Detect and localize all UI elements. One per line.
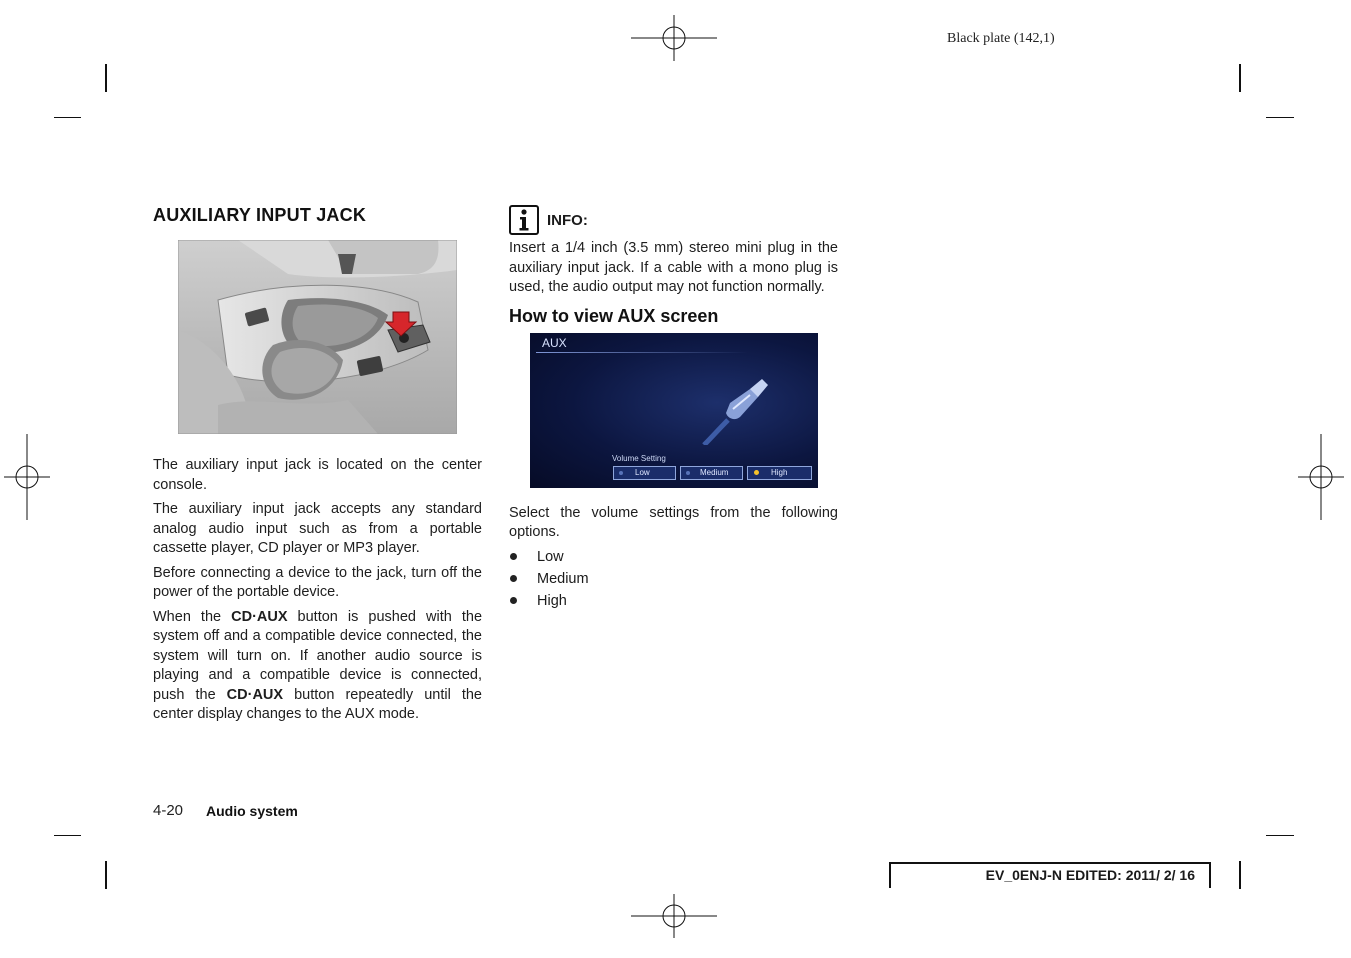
plate-label: Black plate (142,1) [947, 31, 1055, 46]
info-header [509, 203, 838, 237]
volume-low-label: Low [635, 468, 650, 477]
paragraph-4-post: button repeatedly until the center display changes to the AUX mode. [153, 686, 482, 722]
volume-setting-label: Volume Setting [612, 453, 666, 463]
option-medium: Medium [537, 570, 589, 587]
paragraph-4-pre: When the [153, 608, 232, 625]
list-item [509, 568, 838, 590]
crop-mark [105, 861, 107, 889]
crop-mark [54, 835, 81, 836]
right-column [509, 203, 838, 612]
cd-aux-button-name: CD·AUX [231, 608, 288, 625]
section-heading: AUXILIARY INPUT JACK [153, 205, 367, 225]
bullet-icon [510, 575, 517, 582]
info-text: Insert a 1/4 inch (3.5 mm) stereo mini plug in the auxiliary input jack. If a cable with a mono plug is used, the audio output may not function normally. [509, 240, 838, 295]
center-console-illustration [178, 240, 457, 434]
list-item [509, 546, 838, 568]
aux-title-underline [536, 352, 748, 353]
indicator-off-icon [619, 471, 623, 475]
indicator-off-icon [686, 471, 690, 475]
info-icon [509, 205, 539, 235]
bullet-icon [510, 553, 517, 560]
volume-low-button[interactable] [613, 466, 676, 480]
crop-mark [1239, 64, 1241, 92]
paragraph-3: Before connecting a device to the jack, turn off the power of the portable device. [153, 564, 482, 600]
bullet-icon [510, 597, 517, 604]
crop-mark [1239, 861, 1241, 889]
registration-mark-bottom [631, 872, 717, 958]
volume-medium-button[interactable] [680, 466, 743, 480]
info-label: INFO: [547, 211, 588, 229]
edit-info: EV_0ENJ-N EDITED: 2011/ 2/ 16 [889, 862, 1211, 888]
indicator-on-icon [754, 470, 759, 475]
page-number: 4-20 [153, 802, 184, 819]
section-name: Audio system [206, 803, 298, 819]
crop-mark [105, 64, 107, 92]
volume-high-button[interactable] [747, 466, 812, 480]
option-low: Low [537, 548, 564, 565]
left-column [153, 205, 482, 725]
cd-aux-button-name: CD·AUX [226, 686, 284, 703]
crop-mark [54, 117, 81, 118]
volume-medium-label: Medium [700, 468, 729, 477]
paragraph-4 [153, 608, 482, 725]
paragraph-4-mid: button is pushed with the system off and a compatible device connected, the system will turn on. If another audio source is playing and a compatible device is connected, push the [153, 608, 483, 703]
option-high: High [537, 592, 567, 609]
subheading: How to view AUX screen [509, 305, 719, 326]
registration-mark-right [1278, 434, 1351, 520]
volume-options-list [509, 546, 838, 612]
aux-screen [530, 333, 818, 488]
aux-screen-title: AUX [542, 335, 567, 350]
registration-mark-left [4, 434, 90, 520]
aux-plug-icon [700, 375, 780, 445]
registration-mark-top [631, 15, 717, 101]
paragraph-2: The auxiliary input jack accepts any standard analog audio input such as from a portable cassette player, CD player or MP3 player. [153, 501, 482, 556]
list-item [509, 590, 838, 612]
select-text: Select the volume settings from the following options. [509, 504, 838, 540]
paragraph-1: The auxiliary input jack is located on the center console. [153, 457, 482, 493]
crop-mark [1266, 835, 1294, 836]
volume-high-label: High [771, 468, 788, 477]
crop-mark [1266, 117, 1294, 118]
